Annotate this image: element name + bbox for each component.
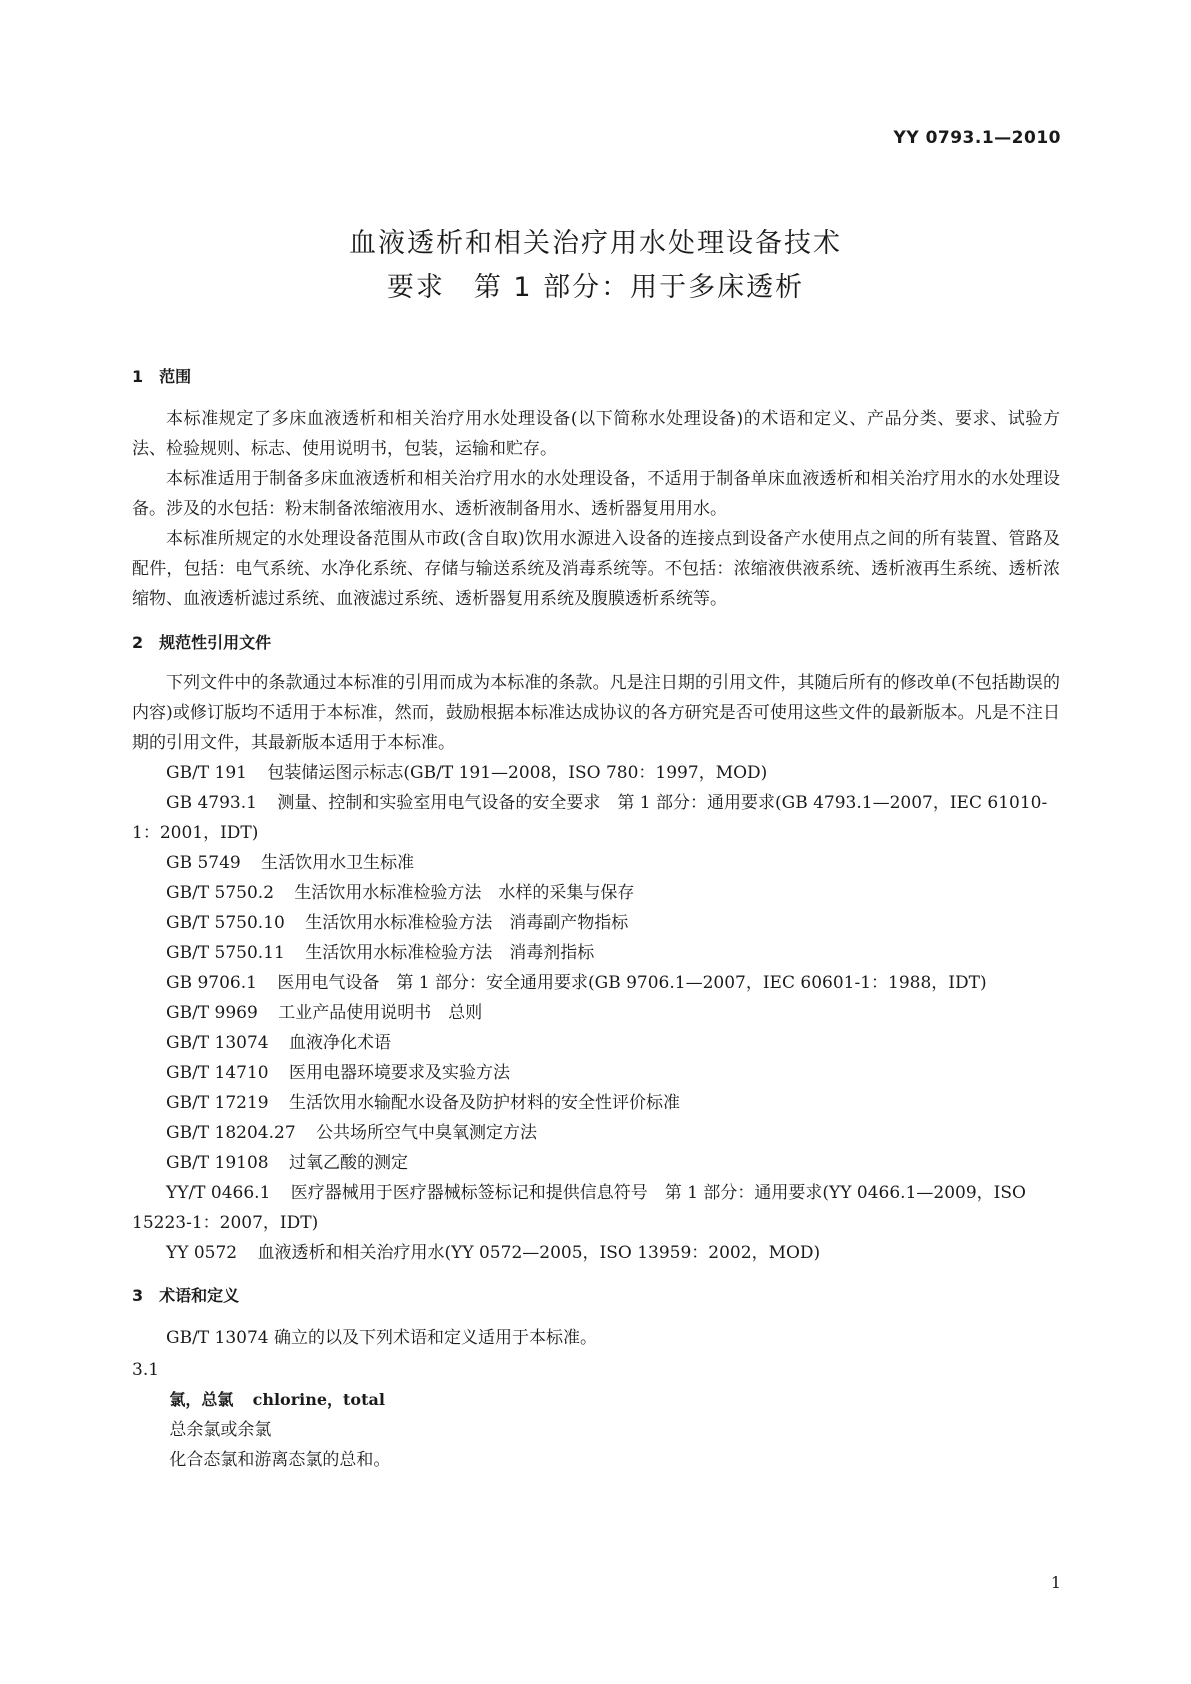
reference-title: 测量、控制和实验室用电气设备的安全要求 第 1 部分：通用要求(GB 4793.1—2007，IEC 61010-1：2001，IDT) <box>132 793 1048 843</box>
reference-code: GB/T 13074 <box>166 1033 269 1053</box>
reference-item <box>132 1028 1060 1058</box>
section-2-heading: 2 规范性引用文件 <box>132 633 272 652</box>
title-line-1: 血液透析和相关治疗用水处理设备技术 <box>349 228 842 259</box>
section-1-paragraph: 本标准适用于制备多床血液透析和相关治疗用水的水处理设备，不适用于制备单床血液透析和相关治疗用水的水处理设备。涉及的水包括：粉末制备浓缩液用水、透析液制备用水、透析器复用用水。 <box>132 469 1060 519</box>
reference-item <box>132 968 1060 998</box>
section-1-paragraph: 本标准所规定的水处理设备范围从市政(含自取)饮用水源进入设备的连接点到设备产水使用点之间的所有装置、管路及配件，包括：电气系统、水净化系统、存储与输送系统及消毒系统等。不包括：浓缩液供液系统、透析液再生系统、透析浓缩物、血液透析滤过系统、血液滤过系统、透析器复用系统及腹膜透析系统等。 <box>132 529 1060 609</box>
reference-title: 血液净化术语 <box>289 1033 392 1053</box>
reference-code: GB/T 9969 <box>166 1003 258 1023</box>
reference-item <box>132 1058 1060 1088</box>
term-definition: 化合态氯和游离态氯的总和。 <box>169 1450 391 1470</box>
reference-title: 生活饮用水卫生标准 <box>261 853 415 873</box>
reference-code: GB 4793.1 <box>166 793 257 813</box>
reference-item <box>132 908 1060 938</box>
section-3-heading: 3 术语和定义 <box>132 1286 240 1305</box>
reference-title: 生活饮用水输配水设备及防护材料的安全性评价标准 <box>289 1093 681 1113</box>
document-body <box>132 362 1060 1475</box>
term-chinese: 氯，总氯 <box>169 1390 234 1409</box>
reference-title: 生活饮用水标准检验方法 水样的采集与保存 <box>294 883 635 903</box>
section-3-intro: GB/T 13074 确立的以及下列术语和定义适用于本标准。 <box>166 1328 598 1348</box>
reference-item <box>132 1178 1060 1238</box>
clause-number: 3.1 <box>132 1360 160 1380</box>
reference-item <box>132 878 1060 908</box>
reference-list <box>132 758 1060 1268</box>
reference-code: GB/T 19108 <box>166 1153 269 1173</box>
reference-title: 医用电器环境要求及实验方法 <box>289 1063 511 1083</box>
document-title <box>0 222 1191 310</box>
reference-title: 医疗器械用于医疗器械标签标记和提供信息符号 第 1 部分：通用要求(YY 0466.1—2009，ISO 15223-1：2007，IDT) <box>132 1183 1026 1233</box>
reference-code: GB/T 5750.2 <box>166 883 275 903</box>
reference-item <box>132 788 1060 848</box>
reference-item <box>132 1088 1060 1118</box>
reference-item <box>132 998 1060 1028</box>
reference-title: 生活饮用水标准检验方法 消毒副产物指标 <box>305 913 629 933</box>
reference-title: 包装储运图示标志(GB/T 191—2008，ISO 780：1997，MOD) <box>267 763 768 783</box>
reference-title: 生活饮用水标准检验方法 消毒剂指标 <box>305 943 595 963</box>
page-number: 1 <box>1050 1573 1061 1592</box>
reference-item <box>132 1148 1060 1178</box>
reference-title: 血液透析和相关治疗用水(YY 0572—2005，ISO 13959：2002，MOD) <box>257 1243 821 1263</box>
term-synonym: 总余氯或余氯 <box>169 1420 272 1440</box>
reference-item <box>132 1118 1060 1148</box>
reference-title: 公共场所空气中臭氧测定方法 <box>316 1123 538 1143</box>
reference-code: GB 9706.1 <box>166 973 257 993</box>
reference-code: YY/T 0466.1 <box>166 1183 271 1203</box>
section-1-heading: 1 范围 <box>132 367 192 386</box>
reference-item <box>132 848 1060 878</box>
reference-title: 过氧乙酸的测定 <box>289 1153 409 1173</box>
reference-title: 工业产品使用说明书 总则 <box>278 1003 483 1023</box>
reference-code: GB/T 191 <box>166 763 247 783</box>
reference-item <box>132 1238 1060 1268</box>
standard-code: YY 0793.1—2010 <box>893 128 1061 148</box>
reference-item <box>132 938 1060 968</box>
title-line-2: 要求 第 1 部分：用于多床透析 <box>386 272 805 303</box>
section-1-paragraph: 本标准规定了多床血液透析和相关治疗用水处理设备(以下简称水处理设备)的术语和定义、产品分类、要求、试验方法、检验规则、标志、使用说明书，包装，运输和贮存。 <box>132 409 1060 459</box>
reference-code: YY 0572 <box>166 1243 238 1263</box>
reference-code: GB/T 14710 <box>166 1063 269 1083</box>
reference-code: GB 5749 <box>166 853 241 873</box>
term-heading <box>132 1385 1060 1415</box>
reference-code: GB/T 5750.10 <box>166 913 285 933</box>
section-2-intro: 下列文件中的条款通过本标准的引用而成为本标准的条款。凡是注日期的引用文件，其随后所有的修改单(不包括勘误的内容)或修订版均不适用于本标准，然而，鼓励根据本标准达成协议的各方研究是否可使用这些文件的最新版本。凡是不注日期的引用文件，其最新版本适用于本标准。 <box>132 673 1060 753</box>
reference-code: GB/T 17219 <box>166 1093 269 1113</box>
reference-item <box>132 758 1060 788</box>
reference-title: 医用电气设备 第 1 部分：安全通用要求(GB 9706.1—2007，IEC 60601-1：1988，IDT) <box>277 973 987 993</box>
term-english: chlorine，total <box>252 1390 385 1409</box>
reference-code: GB/T 18204.27 <box>166 1123 296 1143</box>
reference-code: GB/T 5750.11 <box>166 943 285 963</box>
